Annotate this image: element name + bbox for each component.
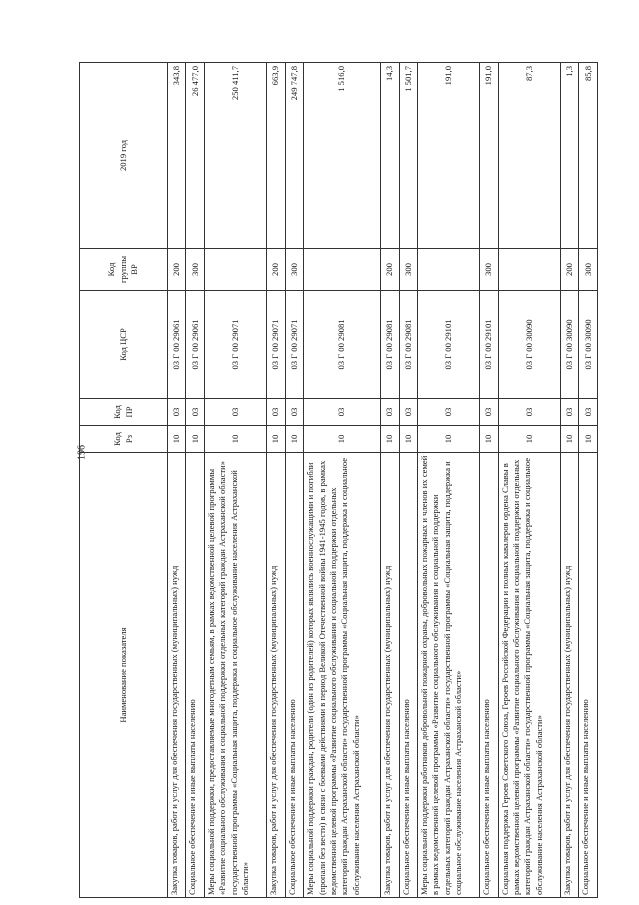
row-name: Меры социальной поддержки граждан, родители (один из родителей) которых являлись военнослужащими и погибли (пропали без вести) в связи с боевыми действиями в период Великой Отечественной войны 1941-1945 годов, в рамках ведомственной целевой программы «Развитие социального обслуживания и социальной поддержки отдельных категорий граждан Астраханской области» государственной программы «Социальная защита, поддержка и социальное обслуживание населения Астраханской области» — [304, 453, 381, 898]
table-row — [561, 63, 579, 898]
table-row — [204, 63, 266, 898]
row-rz: 10 — [498, 426, 560, 453]
table-row — [381, 63, 399, 898]
row-rz: 10 — [480, 426, 498, 453]
row-vr: 200 — [267, 249, 285, 291]
row-pr: 03 — [498, 399, 560, 426]
row-csr: 03 Г 00 29101 — [417, 291, 479, 399]
row-csr: 03 Г 00 29081 — [381, 291, 399, 399]
header-name: Наименование показателя — [80, 453, 168, 898]
row-value: 85,8 — [579, 63, 598, 249]
row-csr: 03 Г 00 29081 — [399, 291, 417, 399]
row-vr: 300 — [480, 249, 498, 291]
row-name: Меры социальной поддержки, предоставляемые многодетным семьям, в рамках ведомственной целевой программы «Развитие социального обслуживания и социальной поддержки отдельных категорий граждан Астраханской области» государственной программы «Социальная защита, поддержка и социальное обслуживание населения Астраханской области» — [204, 453, 266, 898]
row-rz: 10 — [417, 426, 479, 453]
row-pr: 03 — [417, 399, 479, 426]
row-vr — [498, 249, 560, 291]
row-rz: 10 — [561, 426, 579, 453]
row-pr: 03 — [204, 399, 266, 426]
header-row — [80, 63, 168, 898]
row-pr: 03 — [285, 399, 303, 426]
row-vr: 200 — [561, 249, 579, 291]
row-name: Закупка товаров, работ и услуг для обеспечения государственных (муниципальных) нужд — [168, 453, 186, 898]
table-row — [304, 63, 381, 898]
row-csr: 03 Г 00 29101 — [480, 291, 498, 399]
table-row — [498, 63, 560, 898]
row-value: 26 477,0 — [186, 63, 204, 249]
row-rz: 10 — [285, 426, 303, 453]
row-name: Закупка товаров, работ и услуг для обеспечения государственных (муниципальных) нужд — [561, 453, 579, 898]
row-pr: 03 — [561, 399, 579, 426]
budget-table-rotated — [76, 63, 598, 898]
row-rz: 10 — [579, 426, 598, 453]
row-value: 1 501,7 — [399, 63, 417, 249]
row-value: 249 747,8 — [285, 63, 303, 249]
row-vr: 200 — [381, 249, 399, 291]
row-csr: 03 Г 00 30090 — [498, 291, 560, 399]
row-pr: 03 — [579, 399, 598, 426]
row-pr: 03 — [381, 399, 399, 426]
budget-table — [76, 62, 598, 898]
row-name: Меры социальной поддержки работников добровольной пожарной охраны, добровольных пожарных и членов их семей в рамках ведомственной целевой программы «Развитие социального обслуживания и социальной поддержки отдельных категорий граждан Астраханской области» государственной программы «Социальная защита, поддержка и социальное обслуживание населения Астраханской области» — [417, 453, 479, 898]
header-csr: Код ЦСР — [80, 291, 168, 399]
row-pr: 03 — [168, 399, 186, 426]
row-name: Социальное обеспечение и иные выплаты населению — [399, 453, 417, 898]
header-pr: Код ПР — [80, 399, 168, 426]
table-row — [285, 63, 303, 898]
row-csr: 03 Г 00 30090 — [579, 291, 598, 399]
row-vr: 300 — [579, 249, 598, 291]
row-name: Социальное обеспечение и иные выплаты населению — [186, 453, 204, 898]
row-csr: 03 Г 00 29071 — [285, 291, 303, 399]
row-value: 663,9 — [267, 63, 285, 249]
row-csr: 03 Г 00 29061 — [168, 291, 186, 399]
row-name: Социальное обеспечение и иные выплаты населению — [579, 453, 598, 898]
row-csr: 03 Г 00 29071 — [204, 291, 266, 399]
row-value: 87,3 — [498, 63, 560, 249]
row-name: Социальное обеспечение и иные выплаты населению — [285, 453, 303, 898]
row-rz: 10 — [168, 426, 186, 453]
row-vr: 300 — [399, 249, 417, 291]
row-pr: 03 — [186, 399, 204, 426]
row-pr: 03 — [399, 399, 417, 426]
row-name: Социальное обеспечение и иные выплаты населению — [480, 453, 498, 898]
table-row — [186, 63, 204, 898]
table-row — [399, 63, 417, 898]
row-rz: 10 — [399, 426, 417, 453]
row-rz: 10 — [304, 426, 381, 453]
row-csr: 03 Г 00 29081 — [304, 291, 381, 399]
table-row — [579, 63, 598, 898]
row-value: 191,0 — [417, 63, 479, 249]
row-vr — [304, 249, 381, 291]
header-rz: Код Рз — [80, 426, 168, 453]
row-vr: 200 — [168, 249, 186, 291]
row-value: 1 516,0 — [304, 63, 381, 249]
row-value: 14,3 — [381, 63, 399, 249]
row-vr — [204, 249, 266, 291]
row-value: 1,3 — [561, 63, 579, 249]
header-vr: Код группы ВР — [80, 249, 168, 291]
row-vr: 300 — [186, 249, 204, 291]
row-csr: 03 Г 00 29061 — [186, 291, 204, 399]
row-value: 250 411,7 — [204, 63, 266, 249]
header-year: 2019 год — [80, 63, 168, 249]
row-name: Закупка товаров, работ и услуг для обеспечения государственных (муниципальных) нужд — [381, 453, 399, 898]
row-pr: 03 — [267, 399, 285, 426]
row-name: Закупка товаров, работ и услуг для обеспечения государственных (муниципальных) нужд — [267, 453, 285, 898]
row-name: Социальная поддержка Героев Советского Союза, Героев Российской Федерации и полных кавалеров ордена Славы в рамках ведомственной целевой программы «Развитие социального обслуживания и социальной поддержки отдельных категорий граждан Астраханской области» государственной программы «Социальная защита, поддержка и социальное обслуживание населения Астраханской области» — [498, 453, 560, 898]
row-vr: 300 — [285, 249, 303, 291]
row-pr: 03 — [304, 399, 381, 426]
row-pr: 03 — [480, 399, 498, 426]
page-number: 196 — [76, 445, 88, 460]
row-value: 191,0 — [480, 63, 498, 249]
table-row — [267, 63, 285, 898]
table-row — [480, 63, 498, 898]
table-row — [168, 63, 186, 898]
row-value: 343,8 — [168, 63, 186, 249]
row-rz: 10 — [381, 426, 399, 453]
table-row — [417, 63, 479, 898]
row-csr: 03 Г 00 30090 — [561, 291, 579, 399]
row-rz: 10 — [204, 426, 266, 453]
row-rz: 10 — [186, 426, 204, 453]
row-csr: 03 Г 00 29071 — [267, 291, 285, 399]
row-rz: 10 — [267, 426, 285, 453]
row-vr — [417, 249, 479, 291]
